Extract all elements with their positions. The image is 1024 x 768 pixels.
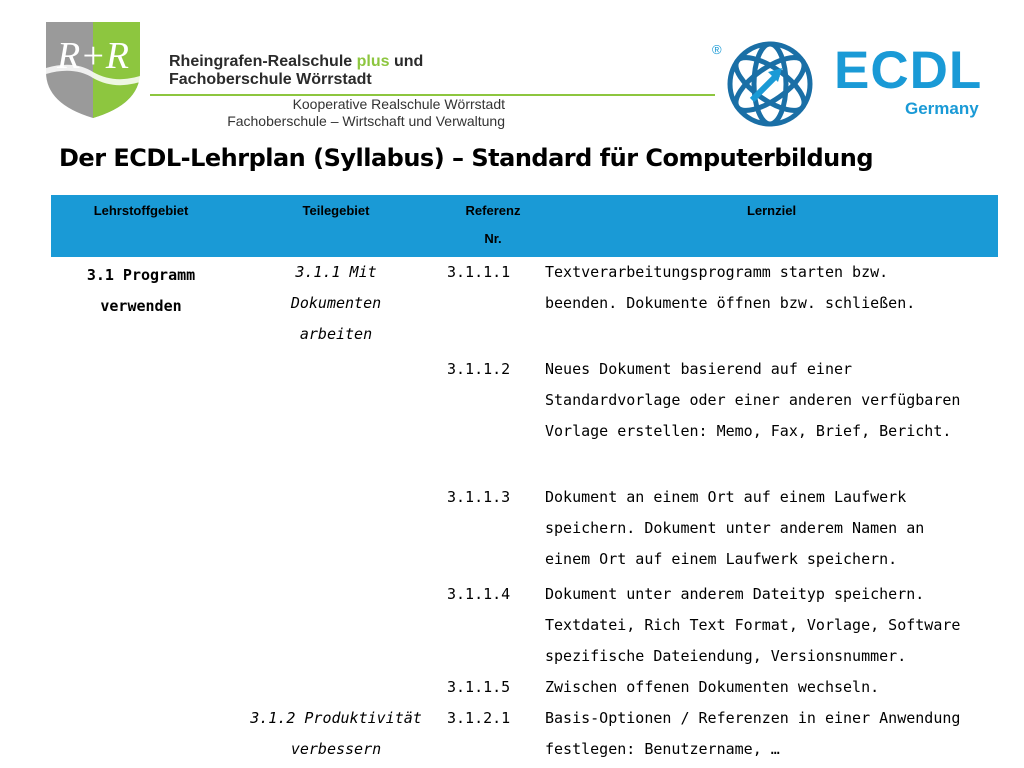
goal-line: Vorlage erstellen: Memo, Fax, Brief, Bericht. — [545, 422, 952, 440]
table-row — [51, 354, 998, 447]
goal-line: Textverarbeitungsprogramm starten bzw. — [545, 263, 889, 281]
table-row — [51, 672, 998, 703]
goal-line: spezifische Dateiendung, Versionsnummer. — [545, 647, 907, 665]
ecdl-logo-text: ECDL — [834, 41, 983, 100]
school-subtitle-line2: Fachoberschule – Wirtschaft und Verwaltung — [227, 113, 505, 129]
header-referenz-nr — [441, 195, 545, 257]
goal-line: Zwischen offenen Dokumenten wechseln. — [545, 678, 880, 696]
registered-mark: ® — [712, 42, 722, 57]
goal-line: Basis-Optionen / Referenzen in einer Anwendung — [545, 709, 961, 727]
subarea-line: arbeiten — [299, 325, 373, 343]
area-line: verwenden — [100, 297, 182, 315]
table-header-row — [51, 195, 998, 257]
table-row — [51, 257, 998, 350]
table-row — [51, 703, 998, 765]
ref-cell: 3.1.2.1 — [447, 709, 511, 727]
header-nr: Nr. — [484, 231, 502, 246]
table-row — [51, 447, 998, 482]
goal-line: einem Ort auf einem Laufwerk speichern. — [545, 550, 898, 568]
ref-cell: 3.1.1.2 — [447, 360, 511, 378]
school-subtitle — [220, 96, 505, 130]
ref-cell: 3.1.1.1 — [447, 263, 511, 281]
school-crest-logo — [44, 20, 142, 120]
goal-cell — [545, 579, 998, 672]
subarea-line: Dokumenten — [290, 294, 382, 312]
school-name — [169, 53, 423, 89]
goal-cell — [545, 482, 998, 575]
goal-line: Textdatei, Rich Text Format, Vorlage, Software — [545, 616, 961, 634]
subarea-line: 3.1.1 Mit — [295, 263, 377, 281]
ref-cell: 3.1.1.5 — [447, 678, 511, 696]
table-row — [51, 579, 998, 672]
goal-line: Dokument an einem Ort auf einem Laufwerk — [545, 488, 907, 506]
school-name-plus: plus — [356, 53, 390, 70]
school-name-und: und — [389, 53, 424, 70]
header-lehrstoffgebiet: Lehrstoffgebiet — [51, 195, 231, 257]
ref-cell: 3.1.1.3 — [447, 488, 511, 506]
slide-title: Der ECDL-Lehrplan (Syllabus) – Standard für Computerbildung — [59, 144, 874, 172]
table-row — [51, 482, 998, 575]
header-teilegebiet: Teilegebiet — [231, 195, 441, 257]
syllabus-table — [51, 195, 998, 765]
goal-cell — [545, 354, 998, 447]
subarea-cell — [231, 703, 441, 765]
goal-cell — [545, 257, 998, 350]
goal-cell — [545, 703, 998, 765]
subarea-cell — [231, 257, 441, 350]
school-subtitle-line1: Kooperative Realschule Wörrstadt — [292, 96, 505, 112]
goal-cell — [545, 672, 998, 703]
goal-line: Standardvorlage oder einer anderen verfügbaren — [545, 391, 961, 409]
goal-line: speichern. Dokument unter anderem Namen an — [545, 519, 925, 537]
subarea-line: 3.1.2 Produktivität — [250, 709, 422, 727]
ecdl-logo-country: Germany — [905, 99, 979, 118]
goal-line: beenden. Dokumente öffnen bzw. schließen. — [545, 294, 916, 312]
subarea-line: verbessern — [290, 740, 382, 758]
goal-line: Neues Dokument basierend auf einer — [545, 360, 853, 378]
school-name-line2: Fachoberschule Wörrstadt — [169, 71, 372, 88]
header-lernziel: Lernziel — [545, 195, 998, 257]
area-cell — [51, 257, 231, 350]
crest-monogram: R+R — [56, 35, 130, 77]
header-referenz: Referenz — [465, 203, 521, 218]
goal-line: Dokument unter anderem Dateityp speichern. — [545, 585, 925, 603]
school-name-main: Rheingrafen-Realschule — [169, 53, 357, 70]
area-line: 3.1 Programm — [86, 266, 196, 284]
ref-cell: 3.1.1.4 — [447, 585, 511, 603]
goal-line: festlegen: Benutzername, … — [545, 740, 780, 758]
globe-arrow-icon — [712, 38, 818, 130]
